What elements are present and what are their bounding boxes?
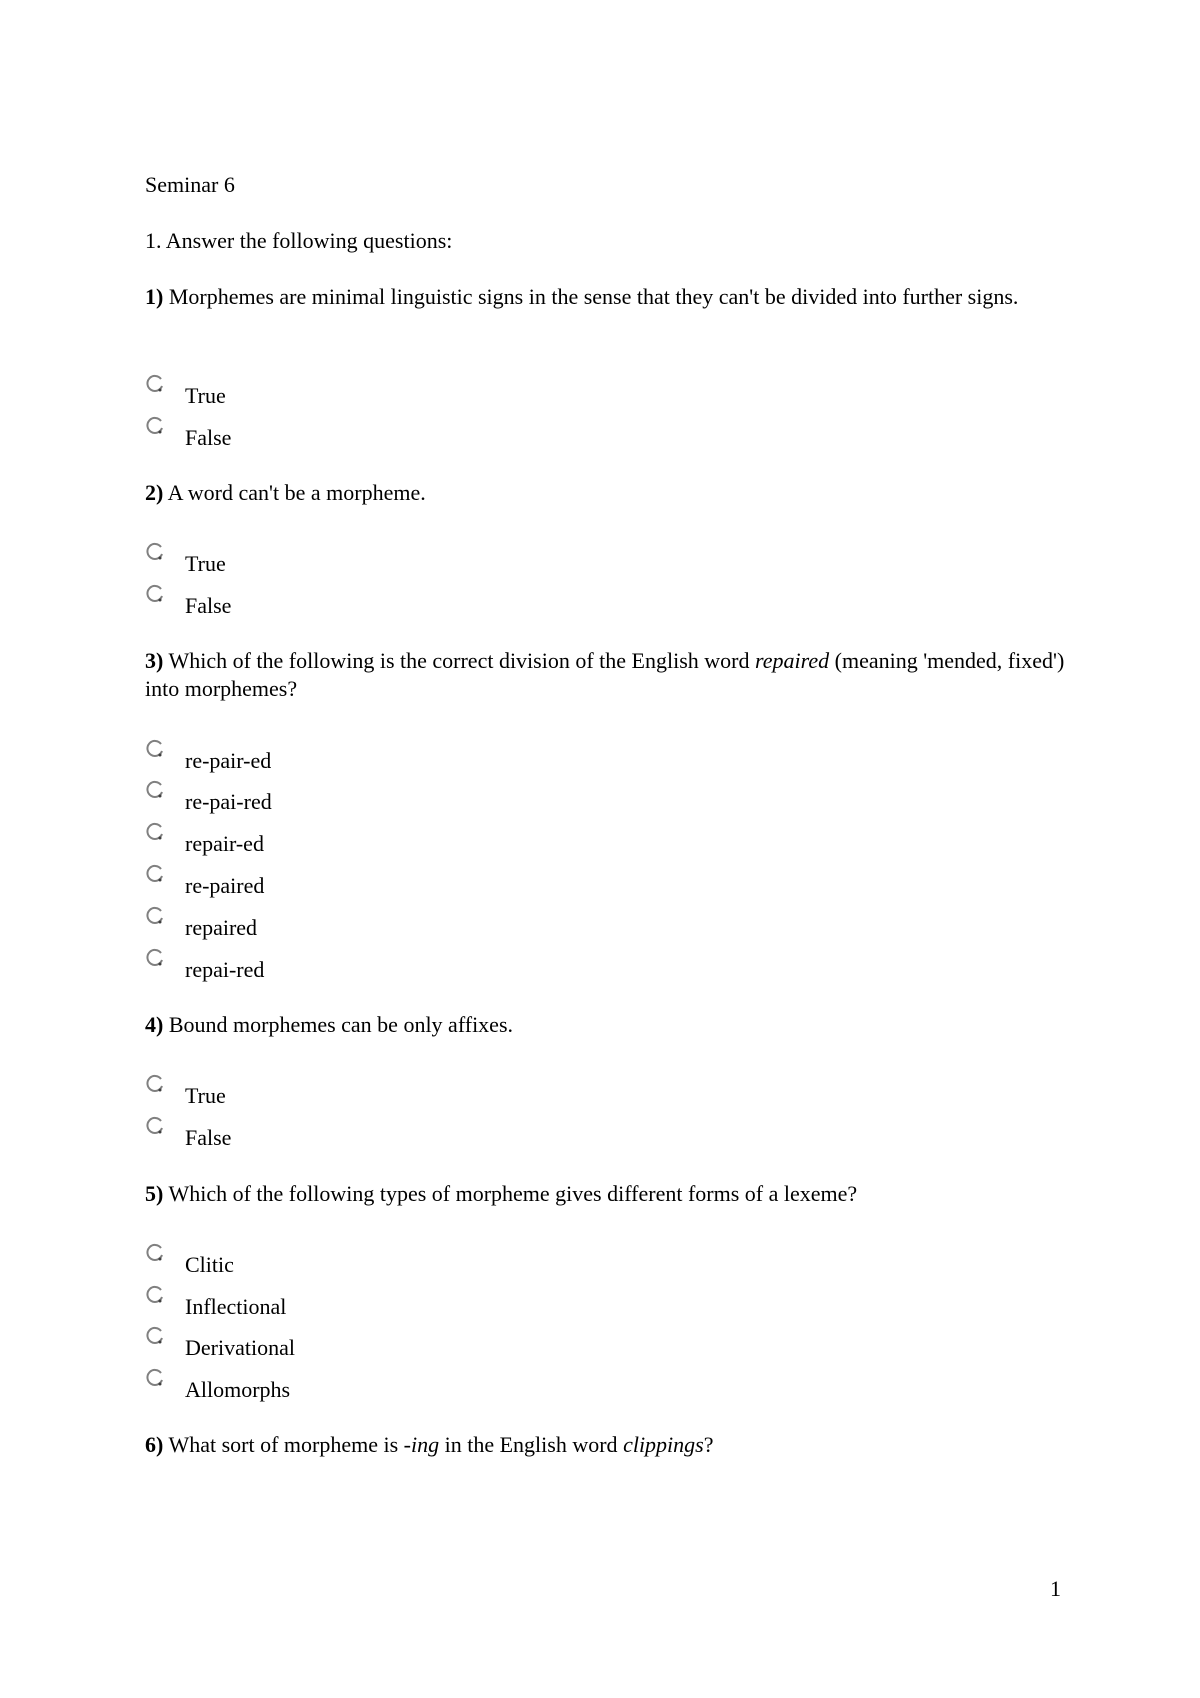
radio-button-icon[interactable] bbox=[145, 1116, 165, 1136]
question-number: 4) bbox=[145, 1012, 164, 1037]
radio-button-icon[interactable] bbox=[145, 1074, 165, 1094]
option-q3-e[interactable] bbox=[145, 906, 745, 946]
radio-button-icon[interactable] bbox=[145, 1368, 165, 1388]
question-text: (meaning 'mended, fixed') into morphemes? bbox=[145, 648, 1065, 701]
question-number: 6) bbox=[145, 1432, 164, 1457]
option-q3-a[interactable] bbox=[145, 739, 745, 779]
option-label: False bbox=[185, 593, 232, 618]
option-q3-c[interactable] bbox=[145, 822, 745, 862]
question-text: ? bbox=[703, 1432, 714, 1457]
document-title: Seminar 6 bbox=[145, 172, 235, 197]
option-label: Clitic bbox=[185, 1252, 234, 1277]
option-label: re-paired bbox=[185, 873, 265, 898]
option-label: Inflectional bbox=[185, 1294, 287, 1319]
option-q5-allomorphs[interactable] bbox=[145, 1368, 745, 1408]
question-emphasis: -ing bbox=[403, 1432, 440, 1457]
option-q1-false[interactable] bbox=[145, 416, 745, 456]
question-3 bbox=[145, 647, 1075, 703]
question-6 bbox=[145, 1431, 1075, 1459]
option-q4-true[interactable] bbox=[145, 1074, 745, 1114]
page-number: 1 bbox=[1050, 1576, 1061, 1601]
radio-button-icon[interactable] bbox=[145, 739, 165, 759]
question-text: Bound morphemes can be only affixes. bbox=[168, 1012, 514, 1037]
option-q5-clitic[interactable] bbox=[145, 1243, 745, 1283]
question-2 bbox=[145, 479, 1075, 507]
question-5 bbox=[145, 1180, 1075, 1208]
question-text: Morphemes are minimal linguistic signs in the sense that they can't be divided into further signs. bbox=[168, 284, 1019, 309]
option-q5-inflectional[interactable] bbox=[145, 1285, 745, 1325]
radio-button-icon[interactable] bbox=[145, 948, 165, 968]
option-q3-d[interactable] bbox=[145, 864, 745, 904]
option-label: re-pair-ed bbox=[185, 748, 272, 773]
question-1 bbox=[145, 283, 1075, 311]
radio-button-icon[interactable] bbox=[145, 822, 165, 842]
option-label: Allomorphs bbox=[185, 1377, 291, 1402]
option-label: re-pai-red bbox=[185, 789, 272, 814]
question-number: 3) bbox=[145, 648, 164, 673]
option-q5-derivational[interactable] bbox=[145, 1326, 745, 1366]
option-q4-false[interactable] bbox=[145, 1116, 745, 1156]
option-q3-b[interactable] bbox=[145, 780, 745, 820]
radio-button-icon[interactable] bbox=[145, 906, 165, 926]
option-q3-f[interactable] bbox=[145, 948, 745, 988]
question-emphasis: clippings bbox=[623, 1432, 704, 1457]
radio-button-icon[interactable] bbox=[145, 1326, 165, 1346]
option-label: repai-red bbox=[185, 957, 265, 982]
option-q2-false[interactable] bbox=[145, 584, 745, 624]
option-label: repair-ed bbox=[185, 831, 264, 856]
radio-button-icon[interactable] bbox=[145, 374, 165, 394]
question-text: Which of the following types of morpheme gives different forms of a lexeme? bbox=[168, 1181, 858, 1206]
option-label: False bbox=[185, 425, 232, 450]
option-q2-true[interactable] bbox=[145, 542, 745, 582]
question-number: 1) bbox=[145, 284, 164, 309]
radio-button-icon[interactable] bbox=[145, 542, 165, 562]
question-4 bbox=[145, 1011, 1075, 1039]
option-label: True bbox=[185, 383, 226, 408]
option-label: False bbox=[185, 1125, 232, 1150]
option-q1-true[interactable] bbox=[145, 374, 745, 414]
radio-button-icon[interactable] bbox=[145, 584, 165, 604]
question-text: What sort of morpheme is bbox=[168, 1432, 404, 1457]
radio-button-icon[interactable] bbox=[145, 780, 165, 800]
option-label: True bbox=[185, 1083, 226, 1108]
question-text: Which of the following is the correct division of the English word bbox=[168, 648, 755, 673]
question-emphasis: repaired bbox=[754, 648, 830, 673]
question-number: 2) bbox=[145, 480, 164, 505]
instruction-text: 1. Answer the following questions: bbox=[145, 228, 453, 253]
radio-button-icon[interactable] bbox=[145, 1243, 165, 1263]
option-label: Derivational bbox=[185, 1335, 295, 1360]
question-number: 5) bbox=[145, 1181, 164, 1206]
question-text: in the English word bbox=[439, 1432, 624, 1457]
radio-button-icon[interactable] bbox=[145, 416, 165, 436]
question-text: A word can't be a morpheme. bbox=[167, 480, 426, 505]
radio-button-icon[interactable] bbox=[145, 864, 165, 884]
option-label: True bbox=[185, 551, 226, 576]
option-label: repaired bbox=[185, 915, 258, 940]
radio-button-icon[interactable] bbox=[145, 1285, 165, 1305]
